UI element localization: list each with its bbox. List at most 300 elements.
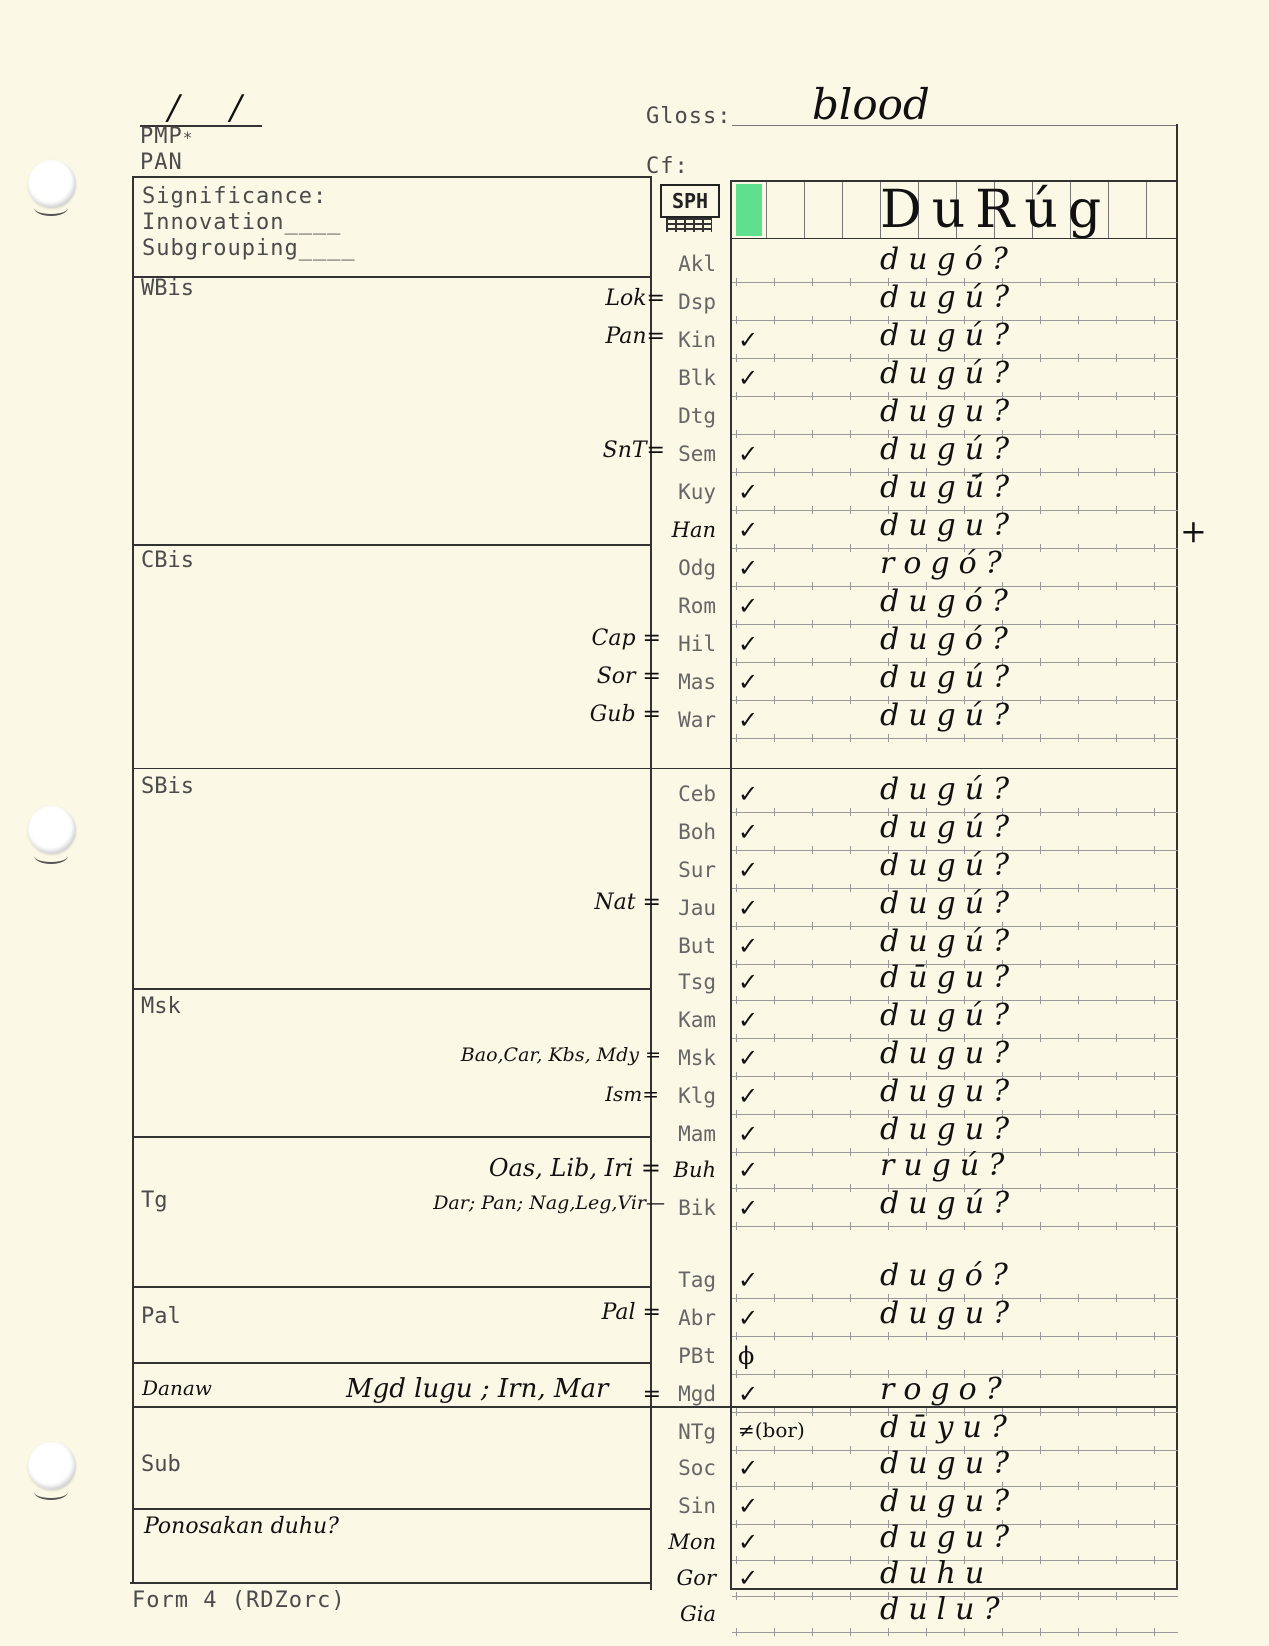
row-tick: [1116, 996, 1117, 1004]
language-code: Gia: [679, 1602, 716, 1626]
language-code: Han: [671, 518, 716, 542]
row-tick: [812, 316, 813, 324]
row-tick: [1078, 316, 1079, 324]
equiv-sor: Sor =: [596, 664, 661, 689]
language-code: Sem: [678, 442, 716, 466]
row-tick: [1116, 1592, 1117, 1600]
danaw-note: Mgd lugu ; Irn, Mar: [346, 1374, 609, 1404]
row-tick: [850, 1072, 851, 1080]
row-tick: [812, 278, 813, 286]
reflex-form: rogo?: [880, 1372, 1011, 1407]
row-tick: [1116, 922, 1117, 930]
row-tick: [1078, 734, 1079, 742]
row-tick: [850, 884, 851, 892]
row-tick: [812, 468, 813, 476]
section-ponosakan: Ponosakan duhu?: [144, 1514, 339, 1539]
row-tick: [1154, 658, 1155, 666]
sep-pal: [132, 1286, 650, 1288]
row-tick: [1116, 1408, 1117, 1416]
row-tick: [774, 1294, 775, 1302]
row-tick: [1116, 1034, 1117, 1042]
pmp-label: PMP*: [140, 124, 194, 149]
row-tick: [850, 1520, 851, 1528]
row-rule: [732, 1632, 1178, 1633]
reflex-form: dugú?: [880, 1186, 1019, 1221]
row-tick: [1078, 658, 1079, 666]
row-tick: [1116, 1446, 1117, 1454]
row-tick: [1116, 658, 1117, 666]
row-tick: [1116, 1184, 1117, 1192]
check-mark: ✓: [738, 1492, 759, 1520]
language-code: Tsg: [678, 970, 716, 994]
table-top-border: [132, 176, 652, 178]
row-tick: [1040, 1628, 1041, 1636]
row-tick: [812, 1222, 813, 1230]
reflex-form: dugú?: [880, 998, 1019, 1033]
row-tick: [812, 582, 813, 590]
binder-hole-middle: [28, 806, 76, 854]
table-left-border: [132, 176, 134, 1582]
row-tick: [812, 1294, 813, 1302]
reconstruction: DuRúg: [880, 180, 1112, 240]
row-tick: [1154, 808, 1155, 816]
row-tick: [1116, 808, 1117, 816]
row-tick: [1154, 582, 1155, 590]
row-tick: [736, 544, 737, 552]
reflex-form: dugú?: [880, 772, 1019, 807]
significance-label: Significance:: [142, 184, 328, 209]
row-tick: [774, 506, 775, 514]
row-tick: [774, 1520, 775, 1528]
language-code: Odg: [678, 556, 716, 580]
row-tick: [736, 996, 737, 1004]
row-tick: [1002, 1332, 1003, 1340]
row-tick: [1154, 506, 1155, 514]
check-mark: ✓: [738, 968, 759, 996]
row-tick: [964, 734, 965, 742]
section-tg: Tg: [141, 1188, 168, 1213]
row-tick: [850, 582, 851, 590]
equiv-oas: Oas, Lib, Iri =: [488, 1154, 661, 1182]
row-tick: [1116, 1332, 1117, 1340]
row-tick: [1078, 1222, 1079, 1230]
row-tick: [850, 1034, 851, 1042]
row-tick: [850, 1556, 851, 1564]
row-tick: [850, 506, 851, 514]
row-tick: [1078, 506, 1079, 514]
row-tick: [812, 392, 813, 400]
section-sub: Sub: [141, 1452, 181, 1477]
row-tick: [1078, 392, 1079, 400]
row-tick: [850, 1370, 851, 1378]
gloss-underline: [732, 125, 1178, 126]
equiv-mgd: =: [642, 1382, 661, 1407]
row-tick: [736, 1628, 737, 1636]
row-tick: [736, 1034, 737, 1042]
equiv-ism: Ism=: [605, 1082, 659, 1106]
row-tick: [774, 278, 775, 286]
row-tick: [1078, 1034, 1079, 1042]
table-bottom-border: [130, 1582, 650, 1584]
row-tick: [850, 734, 851, 742]
green-highlight: [736, 184, 762, 236]
row-tick: [1040, 996, 1041, 1004]
row-tick: [850, 392, 851, 400]
row-tick: [850, 846, 851, 854]
table-right-border: [1176, 124, 1178, 1588]
row-tick: [774, 316, 775, 324]
row-tick: [812, 846, 813, 854]
row-tick: [774, 1222, 775, 1230]
row-tick: [1078, 1184, 1079, 1192]
row-tick: [812, 1556, 813, 1564]
language-code: Ceb: [678, 782, 716, 806]
row-tick: [1116, 354, 1117, 362]
row-tick: [1078, 1408, 1079, 1416]
row-tick: [736, 392, 737, 400]
row-tick: [736, 960, 737, 968]
row-tick: [1040, 316, 1041, 324]
row-tick: [1078, 1370, 1079, 1378]
row-tick: [736, 468, 737, 476]
row-tick: [1040, 468, 1041, 476]
row-tick: [1154, 1446, 1155, 1454]
row-tick: [850, 430, 851, 438]
check-mark: ✓: [738, 1194, 759, 1222]
row-tick: [1116, 734, 1117, 742]
row-tick: [774, 1184, 775, 1192]
check-mark: ✓: [738, 1380, 759, 1408]
row-tick: [774, 1556, 775, 1564]
row-tick: [736, 1408, 737, 1416]
reflex-form: dugú?: [880, 660, 1019, 695]
reflex-form: dugú?: [880, 924, 1019, 959]
language-code: Mon: [668, 1530, 716, 1554]
row-tick: [1002, 1556, 1003, 1564]
row-tick: [1078, 278, 1079, 286]
form-footer: Form 4 (RDZorc): [132, 1588, 346, 1613]
reflex-form: dugú?: [880, 698, 1019, 733]
reflex-form: dugu?: [880, 1446, 1019, 1481]
row-tick: [774, 544, 775, 552]
row-tick: [964, 1628, 965, 1636]
language-code: Msk: [678, 1046, 716, 1070]
row-tick: [888, 734, 889, 742]
row-tick: [812, 696, 813, 704]
row-tick: [812, 922, 813, 930]
row-tick: [1116, 468, 1117, 476]
row-tick: [1078, 1592, 1079, 1600]
row-tick: [1154, 468, 1155, 476]
row-tick: [812, 960, 813, 968]
row-tick: [850, 960, 851, 968]
row-tick: [812, 808, 813, 816]
row-tick: [1078, 1072, 1079, 1080]
check-mark: ✓: [738, 1082, 759, 1110]
grid-line: [842, 182, 843, 238]
sep-danaw: [132, 1362, 650, 1364]
check-mark: ✓: [738, 364, 759, 392]
language-code: Soc: [678, 1456, 716, 1480]
check-mark: ✓: [738, 932, 759, 960]
sep-sbis: [132, 768, 1178, 769]
reflex-form: dugú?: [880, 318, 1019, 353]
reflex-form: dugó?: [880, 622, 1017, 657]
language-code: Hil: [678, 632, 716, 656]
row-tick: [1116, 884, 1117, 892]
row-tick: [1040, 1184, 1041, 1192]
row-tick: [888, 1628, 889, 1636]
equiv-nat: Nat =: [594, 890, 661, 915]
row-tick: [774, 1072, 775, 1080]
reflex-form: dugu?: [880, 1112, 1019, 1147]
reflex-form: dugu?: [880, 394, 1019, 429]
equiv-lok: Lok=: [605, 286, 665, 311]
section-pal: Pal: [141, 1304, 181, 1329]
row-tick: [1040, 922, 1041, 930]
row-tick: [736, 1294, 737, 1302]
row-tick: [1154, 1628, 1155, 1636]
equiv-gub: Gub =: [589, 702, 661, 727]
row-tick: [812, 1592, 813, 1600]
sep-cbis: [132, 544, 650, 546]
reflex-form: dugó?: [880, 242, 1017, 277]
row-tick: [1040, 960, 1041, 968]
pan-label: PAN: [140, 150, 183, 175]
language-code: Dsp: [678, 290, 716, 314]
sep-wbis: [132, 276, 650, 278]
row-rule: [732, 1336, 1178, 1337]
row-tick: [812, 1184, 813, 1192]
row-tick: [888, 1222, 889, 1230]
row-tick: [774, 696, 775, 704]
check-mark: ✓: [738, 1528, 759, 1556]
row-tick: [774, 658, 775, 666]
row-tick: [850, 1332, 851, 1340]
language-code: Sur: [678, 858, 716, 882]
row-tick: [812, 1110, 813, 1118]
row-tick: [926, 1628, 927, 1636]
binder-hole-middle-shadow: [34, 848, 68, 864]
reflex-form: rugú?: [880, 1148, 1014, 1183]
row-tick: [1116, 1072, 1117, 1080]
row-tick: [812, 1034, 813, 1042]
check-mark: ✓: [738, 1156, 759, 1184]
check-mark: ✓: [738, 592, 759, 620]
row-tick: [1116, 430, 1117, 438]
row-tick: [1078, 430, 1079, 438]
sep-sub: [132, 1508, 650, 1510]
row-tick: [964, 1332, 965, 1340]
language-code: Kin: [678, 328, 716, 352]
row-tick: [1154, 734, 1155, 742]
row-tick: [774, 922, 775, 930]
row-tick: [1040, 734, 1041, 742]
row-tick: [1040, 506, 1041, 514]
row-tick: [736, 922, 737, 930]
row-tick: [850, 1148, 851, 1156]
equiv-pan: Pan=: [605, 324, 665, 349]
row-tick: [774, 1628, 775, 1636]
date-marks: / /: [168, 88, 262, 128]
reflex-form: dūyu?: [880, 1410, 1016, 1445]
row-tick: [812, 354, 813, 362]
row-tick: [774, 354, 775, 362]
check-mark: ϕ: [738, 1342, 755, 1370]
row-tick: [1154, 620, 1155, 628]
reflex-form: dugú?: [880, 848, 1019, 883]
row-tick: [812, 1370, 813, 1378]
row-tick: [1154, 1184, 1155, 1192]
row-tick: [1154, 1520, 1155, 1528]
check-mark: ✓: [738, 668, 759, 696]
language-code: Mas: [678, 670, 716, 694]
row-tick: [774, 1370, 775, 1378]
row-tick: [812, 1072, 813, 1080]
row-tick: [1078, 1332, 1079, 1340]
check-mark: ✓: [738, 894, 759, 922]
row-tick: [850, 468, 851, 476]
row-tick: [1154, 1482, 1155, 1490]
row-tick: [1154, 996, 1155, 1004]
row-tick: [1116, 1556, 1117, 1564]
row-tick: [812, 620, 813, 628]
row-tick: [1078, 1520, 1079, 1528]
row-tick: [1078, 846, 1079, 854]
row-tick: [926, 734, 927, 742]
row-tick: [1040, 1294, 1041, 1302]
row-tick: [1078, 354, 1079, 362]
section-sbis: SBis: [141, 774, 194, 799]
row-tick: [850, 808, 851, 816]
row-tick: [1078, 696, 1079, 704]
row-tick: [812, 1148, 813, 1156]
section-msk: Msk: [141, 994, 181, 1019]
row-tick: [1078, 922, 1079, 930]
row-tick: [1154, 1332, 1155, 1340]
check-mark: ✓: [738, 1044, 759, 1072]
row-tick: [1116, 506, 1117, 514]
check-mark: ✓: [738, 818, 759, 846]
sep-msk: [132, 988, 650, 990]
row-tick: [1040, 1370, 1041, 1378]
equiv-snt: SnT=: [602, 438, 665, 463]
language-code: Dtg: [678, 404, 716, 428]
row-tick: [774, 884, 775, 892]
check-mark: ✓: [738, 478, 759, 506]
row-tick: [736, 278, 737, 286]
row-tick: [1040, 354, 1041, 362]
language-code: NTg: [678, 1420, 716, 1444]
row-tick: [1154, 1556, 1155, 1564]
gloss-value: blood: [812, 80, 930, 129]
row-tick: [736, 734, 737, 742]
check-mark: ✓: [738, 780, 759, 808]
row-tick: [1040, 582, 1041, 590]
row-tick: [736, 430, 737, 438]
grid-line: [804, 182, 805, 238]
check-mark: ≠(bor): [738, 1418, 805, 1442]
row-tick: [736, 658, 737, 666]
row-tick: [1116, 1222, 1117, 1230]
row-tick: [850, 544, 851, 552]
row-tick: [1002, 1222, 1003, 1230]
check-mark: ✓: [738, 1006, 759, 1034]
row-tick: [1040, 1148, 1041, 1156]
row-tick: [774, 1592, 775, 1600]
check-mark: ✓: [738, 1120, 759, 1148]
row-tick: [1154, 1072, 1155, 1080]
check-mark: ✓: [738, 1266, 759, 1294]
language-code: War: [678, 708, 716, 732]
row-tick: [1116, 392, 1117, 400]
language-code: Mam: [678, 1122, 716, 1146]
row-tick: [774, 1148, 775, 1156]
row-tick: [1078, 1482, 1079, 1490]
grid-line: [766, 182, 767, 238]
row-tick: [774, 846, 775, 854]
language-code: Abr: [678, 1306, 716, 1330]
row-tick: [1040, 278, 1041, 286]
reflex-form: rogó?: [880, 546, 1011, 581]
row-tick: [1116, 846, 1117, 854]
check-mark: ✓: [738, 516, 759, 544]
reflex-form: dugú?: [880, 810, 1019, 845]
innovation-label: Innovation____: [142, 210, 342, 235]
language-code: But: [678, 934, 716, 958]
binder-hole-bottom-shadow: [34, 1484, 68, 1500]
row-tick: [1040, 1592, 1041, 1600]
row-tick: [736, 354, 737, 362]
row-tick: [850, 354, 851, 362]
row-tick: [850, 1482, 851, 1490]
row-tick: [1116, 1110, 1117, 1118]
reflex-form: dulu?: [880, 1592, 1009, 1627]
binder-hole-top-shadow: [34, 200, 68, 216]
row-tick: [850, 316, 851, 324]
row-tick: [1154, 392, 1155, 400]
row-tick: [1116, 316, 1117, 324]
row-tick: [850, 1294, 851, 1302]
row-tick: [1078, 582, 1079, 590]
row-tick: [736, 1110, 737, 1118]
language-code: Akl: [678, 252, 716, 276]
row-tick: [1040, 1482, 1041, 1490]
reflex-form: dugú?: [880, 356, 1019, 391]
row-tick: [1078, 884, 1079, 892]
row-tick: [1116, 582, 1117, 590]
check-mark: ✓: [738, 630, 759, 658]
row-tick: [1040, 696, 1041, 704]
row-tick: [1154, 316, 1155, 324]
row-tick: [736, 316, 737, 324]
row-tick: [1154, 1408, 1155, 1416]
row-tick: [736, 1370, 737, 1378]
row-tick: [1040, 884, 1041, 892]
language-code: Mgd: [678, 1382, 716, 1406]
row-tick: [1154, 1222, 1155, 1230]
row-tick: [1078, 1446, 1079, 1454]
check-mark: ✓: [738, 1304, 759, 1332]
language-code: Blk: [678, 366, 716, 390]
row-tick: [1154, 1034, 1155, 1042]
row-tick: [1116, 1520, 1117, 1528]
row-tick: [888, 1332, 889, 1340]
reflex-form: dugū́?: [880, 470, 1019, 505]
row-tick: [850, 1446, 851, 1454]
row-tick: [774, 620, 775, 628]
reflex-form: dugu?: [880, 1036, 1019, 1071]
